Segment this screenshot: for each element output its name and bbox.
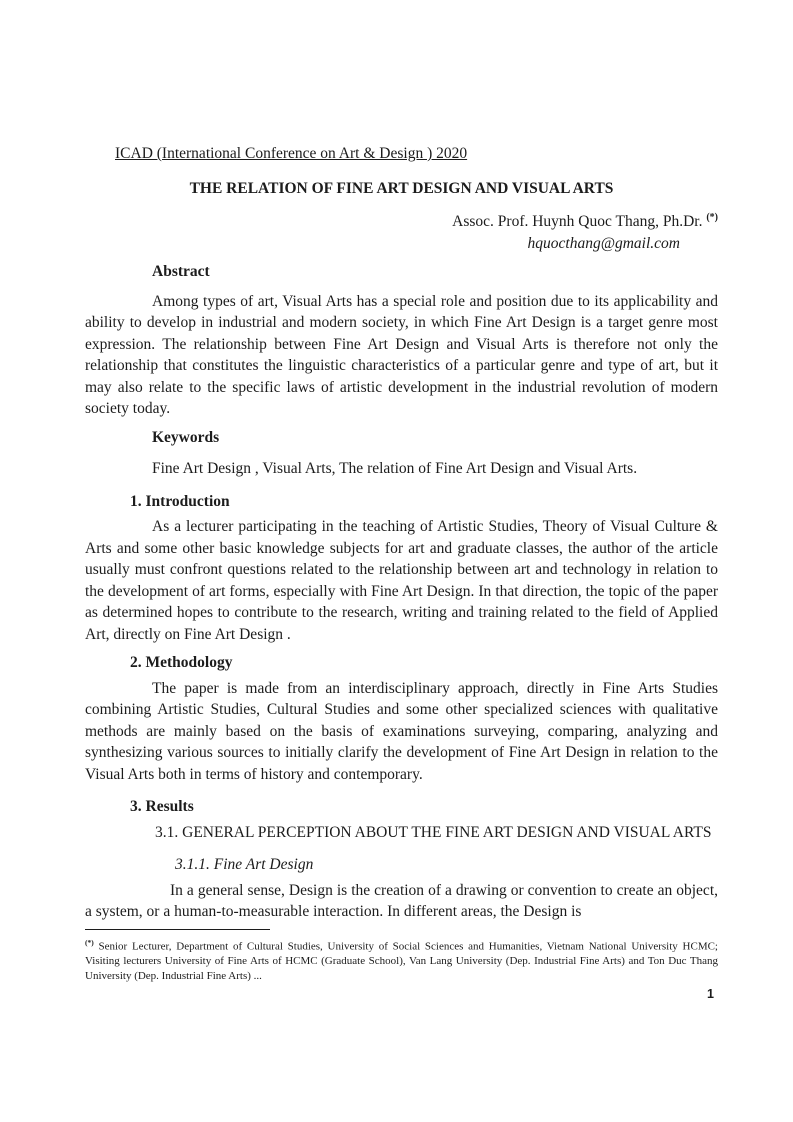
methodology-paragraph: The paper is made from an interdisciplinary approach, directly in Fine Arts Studies combining Artistic Studies, Cultural Studies and some other specialized sciences with qualitative methods are mainly based on the basis of examinations surveying, comparing, analyzing and synthesizing various sources to initially clarify the development of Fine Art Design in relation to the Visual Arts both in terms of history and contemporary.: [85, 679, 718, 783]
introduction-paragraph: As a lecturer participating in the teaching of Artistic Studies, Theory of Visual Culture & Arts and some other basic knowledge subjects for art and graduate classes, the author of the article usually must confront questions related to the relationship between art and technology in relation to the development of art forms, especially with Fine Art Design. In that direction, the topic of the paper as determined hopes to contribute to the research, writing and training related to the field of Applied Art, directly on Fine Art Design .: [85, 518, 718, 643]
conference-header: ICAD (International Conference on Art & Design ) 2020: [115, 145, 468, 162]
author-name: Assoc. Prof. Huynh Quoc Thang, Ph.Dr.: [452, 213, 707, 231]
results-paragraph: In a general sense, Design is the creation of a drawing or convention to create an object, a system, or a human-to-measurable interaction. In different areas, the Design is: [85, 881, 718, 921]
keywords-heading: Keywords: [152, 428, 220, 446]
methodology-heading: 2. Methodology: [130, 654, 233, 672]
footnote-marker: (*): [85, 937, 94, 947]
page-number: 1: [707, 987, 714, 1002]
author-email: hquocthang@gmail.com: [527, 234, 680, 252]
paper-title: THE RELATION OF FINE ART DESIGN AND VISUAL ARTS: [189, 179, 614, 197]
footnote-body: Senior Lecturer, Department of Cultural Studies, University of Social Sciences and Humanities, Vietnam National University HCMC; Visiting lecturers University of Fine Arts of HCMC (Graduate School), Van Lang University (Dep. Industrial Fine Arts) and Ton Duc Thang University (Dep. Industrial Fine Arts) ...: [85, 940, 718, 983]
results-subheading-3-1-1: 3.1.1. Fine Art Design: [175, 856, 314, 874]
results-heading: 3. Results: [130, 798, 194, 816]
footnote-divider: [85, 929, 270, 930]
abstract-heading: Abstract: [152, 263, 210, 281]
keywords-line: Fine Art Design , Visual Arts, The relation of Fine Art Design and Visual Arts.: [152, 460, 638, 478]
introduction-heading: 1. Introduction: [130, 492, 230, 510]
author-line: [85, 207, 718, 233]
abstract-paragraph: Among types of art, Visual Arts has a special role and position due to its applicability and ability to develop in industrial and modern society, in which Fine Art Design is a target genre most expression. The relationship between Fine Art Design and Visual Arts is therefore not only the relationship that constitutes the linguistic characteristics of a particular genre and type of art, but it may also relate to the specific laws of artistic development in the industrial revolution of modern society today.: [85, 292, 718, 418]
results-subheading-3-1: 3.1. GENERAL PERCEPTION ABOUT THE FINE ART DESIGN AND VISUAL ARTS: [155, 823, 712, 841]
author-footnote-marker: (*): [706, 212, 718, 223]
footnote-text: [85, 935, 718, 985]
